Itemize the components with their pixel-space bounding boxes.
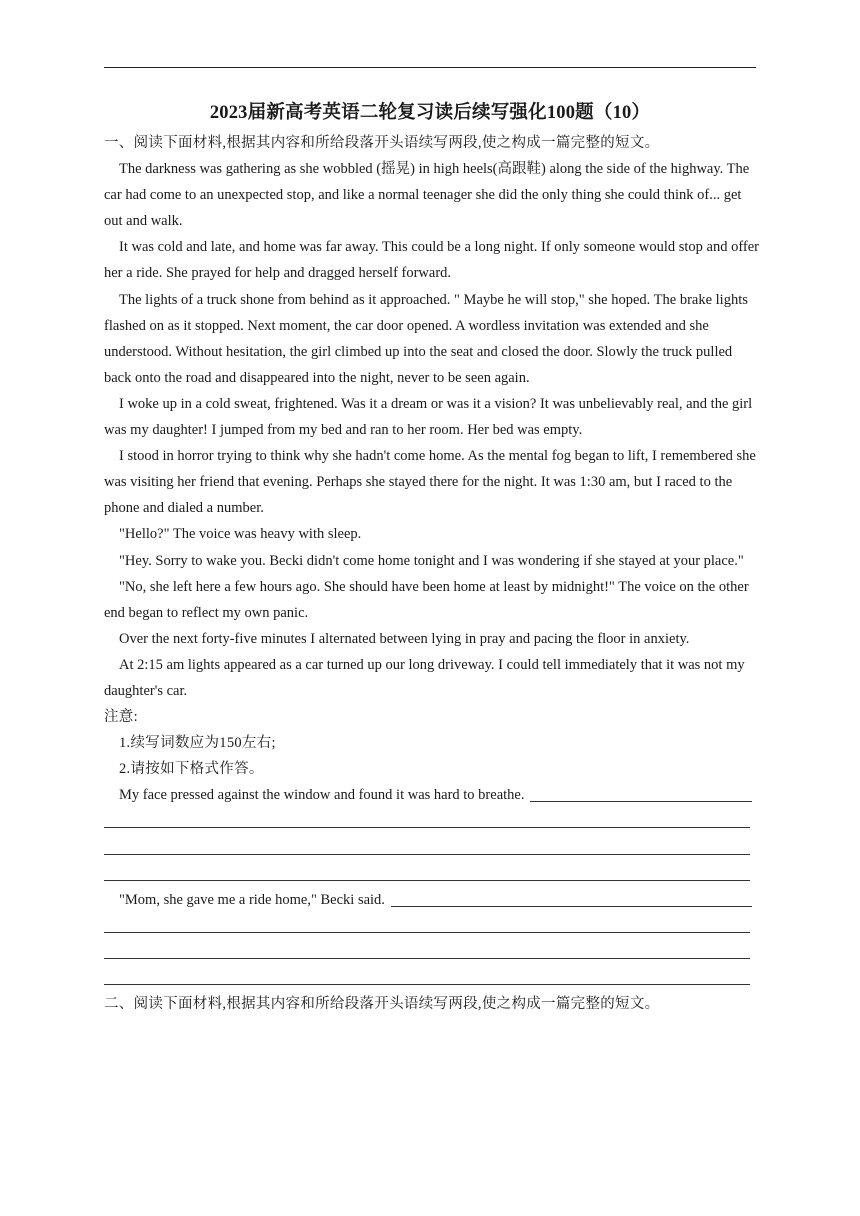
story-paragraph: The darkness was gathering as she wobbled (摇晃) in high heels(高跟鞋) along the side of the highway. The car had come to an unexpected stop, and like a normal teenager she did the only thing she could think of... get out and walk. [104,161,750,230]
answer-line[interactable] [104,861,760,887]
section-1-heading: 一、阅读下面材料,根据其内容和所给段落开头语续写两段,使之构成一篇完整的短文。 [104,135,660,151]
story-paragraph: I woke up in a cold sweat, frightened. Was it a dream or was it a vision? It was unbelievably real, and the girl was my daughter! I jumped from my bed and ran to her room. Her bed was empty. [104,395,753,439]
header-rule [104,67,756,68]
answer-line[interactable] [104,913,760,939]
story-paragraph: I stood in horror trying to think why she hadn't come home. As the mental fog began to lift, I remembered she was visiting her friend that evening. Perhaps she stayed there for the night. It was 1:30 am, but I raced to the phone and dialed a number. [104,448,756,517]
page-title: 2023届新高考英语二轮复习读后续写强化100题（10） [209,103,651,123]
story-paragraph: It was cold and late, and home was far away. This could be a long night. If only someone would stop and offer her a ride. She prayed for help and dragged herself forward. [104,239,759,282]
answer-blank[interactable] [391,906,752,907]
paragraph-2-opening: "Mom, she gave me a ride home," Becki said. [119,891,385,908]
paragraph-1-opening: My face pressed against the window and found it was hard to breathe. [119,787,525,804]
answer-line[interactable] [104,939,760,965]
notes-heading: 注意: [104,709,138,726]
answer-line[interactable] [104,808,760,834]
document-body [104,130,760,1017]
section-2-heading: 二、阅读下面材料,根据其内容和所给段落开头语续写两段,使之构成一篇完整的短文。 [104,996,660,1013]
story-paragraph: The lights of a truck shone from behind as it approached. " Maybe he will stop," she hoped. The brake lights flashed on as it stopped. Next moment, the car door opened. A wordless invitation was extended and she understood. Without hesitation, the girl climbed up into the seat and closed the door. Slowly the truck pulled back onto the road and disappeared into the night, never to be seen again. [104,291,748,386]
story-paragraph: "Hey. Sorry to wake you. Becki didn't come home tonight and I was wondering if she stayed at your place." [119,552,744,569]
story-paragraph: "No, she left here a few hours ago. She should have been home at least by midnight!" The voice on the other end began to reflect my own panic. [104,578,749,621]
story-paragraph: At 2:15 am lights appeared as a car turned up our long driveway. I could tell immediately that it was not my daughter's car. [104,656,745,699]
story-paragraph: Over the next forty-five minutes I alternated between lying in pray and pacing the floor in anxiety. [119,630,690,647]
answer-blank[interactable] [530,801,752,802]
story-paragraph: "Hello?" The voice was heavy with sleep. [119,526,362,543]
paragraph-1-start-line [104,782,760,808]
note-item: 2.请按如下格式作答。 [119,761,264,778]
answer-line[interactable] [104,965,760,991]
note-item: 1.续写词数应为150左右; [119,735,276,752]
paragraph-2-start-line [104,887,760,913]
answer-line[interactable] [104,835,760,861]
